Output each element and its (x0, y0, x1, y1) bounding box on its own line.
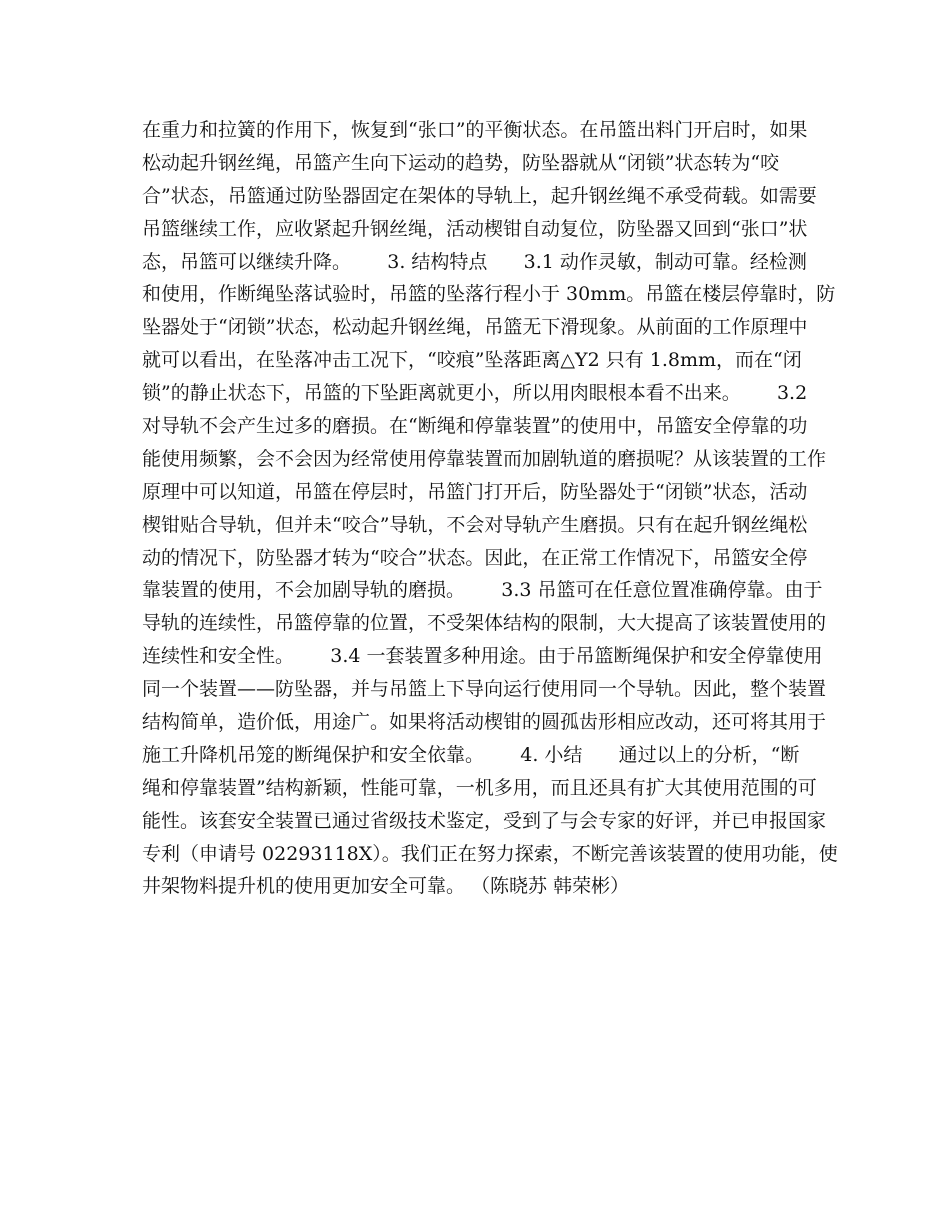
text-line: 同一个装置——防坠器，并与吊篮上下导向运行使用同一个导轨。因此，整个装置 (142, 678, 827, 701)
text-line: 态，吊篮可以继续升降。 3. 结构特点 3.1 动作灵敏，制动可靠。经检测 (142, 250, 807, 273)
text-line: 原理中可以知道，吊篮在停层时，吊篮门打开后，防坠器处于“闭锁”状态，活动 (142, 480, 808, 503)
text-line: 井架物料提升机的使用更加安全可靠。 （陈晓苏 韩荣彬） (142, 875, 630, 898)
text-line: 动的情况下，防坠器才转为“咬合”状态。因此，在正常工作情况下，吊篮安全停 (142, 546, 808, 569)
text-line: 吊篮继续工作，应收紧起升钢丝绳，活动楔钳自动复位，防坠器又回到“张口”状 (142, 217, 808, 240)
text-line: 合”状态，吊篮通过防坠器固定在架体的导轨上，起升钢丝绳不承受荷载。如需要 (142, 184, 817, 207)
text-line: 专利（申请号 02293118X）。我们正在努力探索，不断完善该装置的使用功能，使 (142, 842, 838, 865)
text-line: 能使用频繁，会不会因为经常使用停靠装置而加剧轨道的磨损呢？从该装置的工作 (142, 447, 827, 470)
text-line: 绳和停靠装置”结构新颖，性能可靠，一机多用，而且还具有扩大其使用范围的可 (142, 776, 817, 799)
text-line: 施工升降机吊笼的断绳保护和安全依靠。 4. 小结 通过以上的分析，“断 (142, 743, 800, 766)
text-line: 坠器处于“闭锁”状态，松动起升钢丝绳，吊篮无下滑现象。从前面的工作原理中 (142, 316, 808, 339)
text-line: 靠装置的使用，不会加剧导轨的磨损。 3.3 吊篮可在任意位置准确停靠。由于 (142, 579, 823, 602)
text-line: 在重力和拉簧的作用下，恢复到“张口”的平衡状态。在吊篮出料门开启时，如果 (142, 119, 808, 141)
text-line: 和使用，作断绳坠落试验时，吊篮的坠落行程小于 30mm。吊篮在楼层停靠时，防 (142, 283, 836, 306)
text-line: 导轨的连续性，吊篮停靠的位置，不受架体结构的限制，大大提高了该装置使用的 (142, 612, 827, 635)
text-line: 锁”的静止状态下，吊篮的下坠距离就更小，所以用肉眼根本看不出来。 3.2 (142, 382, 808, 405)
text-line: 对导轨不会产生过多的磨损。在“断绳和停靠装置”的使用中，吊篮安全停靠的功 (142, 415, 808, 438)
text-line: 能性。该套安全装置已通过省级技术鉴定，受到了与会专家的好评，并已申报国家 (142, 809, 827, 832)
text-line: 就可以看出，在坠落冲击工况下，“咬痕”坠落距离△Y2 只有 1.8mm，而在“闭 (142, 349, 802, 372)
text-line: 连续性和安全性。 3.4 一套装置多种用途。由于吊篮断绳保护和安全停靠使用 (142, 645, 823, 668)
body-text (142, 114, 838, 903)
text-line: 结构简单，造价低，用途广。如果将活动楔钳的圆孤齿形相应改动，还可将其用于 (142, 711, 827, 734)
text-line: 松动起升钢丝绳，吊篮产生向下运动的趋势，防坠器就从“闭锁”状态转为“咬 (142, 151, 780, 174)
text-line: 楔钳贴合导轨，但并未“咬合”导轨，不会对导轨产生磨损。只有在起升钢丝绳松 (142, 513, 808, 536)
